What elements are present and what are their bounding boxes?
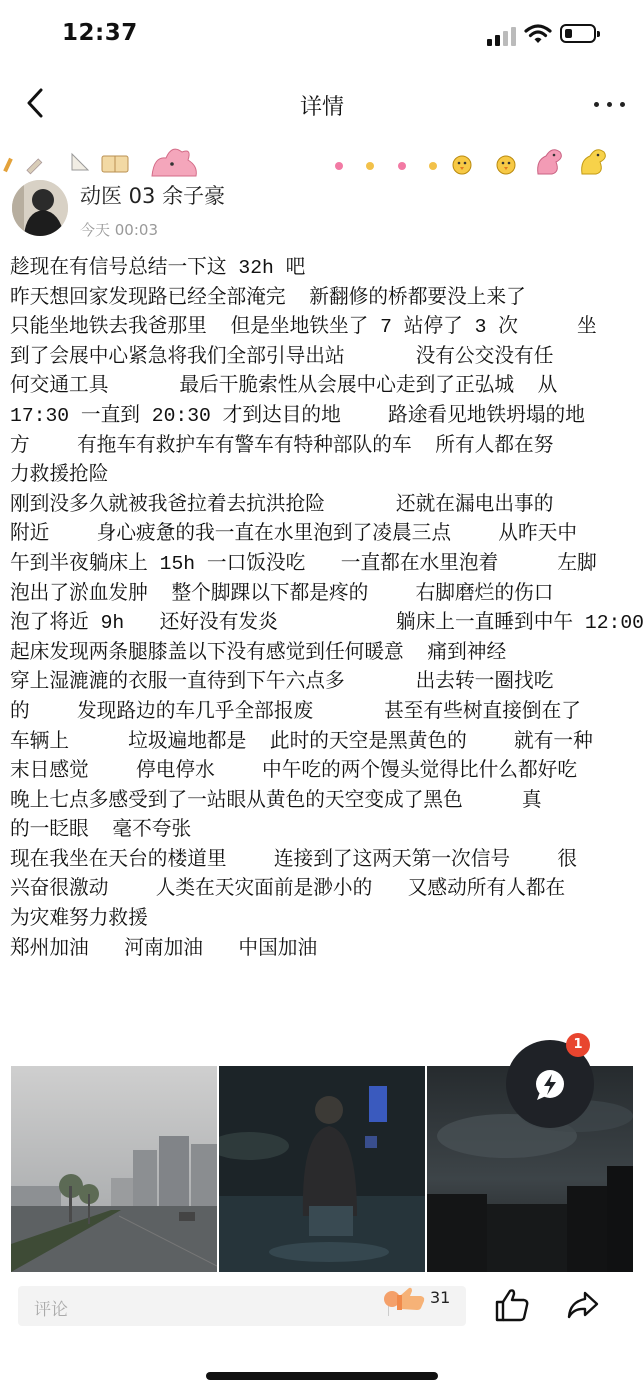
notification-badge: 1 [566,1033,590,1057]
home-indicator[interactable] [206,1372,438,1380]
pink-dinosaur-sticker-icon [538,150,562,174]
status-bar [0,0,644,72]
post-body-text: 趁现在有信号总结一下这 32h 吧 昨天想回家发现路已经全部淹完 新翻修的桥都要没上来了 只能坐地铁去我爸那里 但是坐地铁坐了 7 站停了 3 次 坐 到了会展中心紧急将我们全部引导出站 没有公交没有任 何交通工具 最后干脆索性从会展中心走到了正弘城 从 17:30 一直到 20:30 才到达目的地 路途看见地铁坍塌的地 方 有拖车有救护车有警车有特种部队的车 所有人都在努 力救援抢险 刚到没多久就被我爸拉着去抗洪抢险 还就在漏电出事的 附近 身心疲惫的我一直在水里泡到了凌晨三点 从昨天中 午到半夜躺床上 15h 一口饭没吃 一直都在水里泡着 左脚 泡出了淤血发肿 整个脚踝以下都是疼的 右脚磨烂的伤口 泡了将近 9h 还好没有发炎 躺床上一直睡到中午 12:00 起床发现两条腿膝盖以下没有感觉到任何暖意 痛到神经 穿上湿漉漉的衣服一直待到下午六点多 出去转一圈找吃 的 发现路边的车几乎全部报废 甚至有些树直接倒在了 车辆上 垃圾遍地都是 此时的天空是黑黄色的 就有一种 末日感觉 停电停水 中午吃的两个馒头觉得比什么都好吃 晚上七点多感受到了一站眼从黄色的天空变成了黑色 真 的一眨眼 毫不夸张 现在我坐在天台的楼道里 连接到了这两天第一次信号 很 兴奋很激动 人类在天灾面前是渺小的 又感动所有人都在 为灾难努力救援 郑州加油 河南加油 中国加油 [10,257,644,960]
pink-dot-icon [335,162,343,170]
triangle-ruler-sticker-icon [72,154,88,170]
status-time: 12:37 [62,20,138,46]
wifi-icon [524,23,552,45]
bottom-action-bar [0,1278,644,1392]
yellow-dot-icon [366,162,374,170]
decorative-sticker-strip [0,142,644,180]
like-count: 31 [430,1288,451,1307]
post-timestamp: 今天 00:03 [80,221,158,239]
pencil-sticker-icon [3,158,13,172]
yellow-dinosaur-sticker-icon [582,150,606,174]
book-sticker-icon [102,156,128,172]
thumbs-up-icon[interactable] [494,1288,530,1322]
yellow-dot-icon [429,162,437,170]
pink-monster-sticker-icon [152,149,196,176]
chick-sticker-icon [497,156,515,174]
share-icon[interactable] [566,1290,600,1320]
page-title: 详情 [299,95,344,120]
post-photo[interactable] [11,1066,217,1272]
more-menu-button[interactable] [592,102,628,110]
chick-sticker-icon [453,156,471,174]
author-name[interactable]: 动医 03 余子豪 [80,184,226,208]
comment-placeholder: 评论 [34,1300,68,1320]
ruler-sticker-icon [27,159,42,174]
pink-dot-icon [398,162,406,170]
like-emoji-icon[interactable] [383,1285,427,1311]
cellular-signal-icon [487,26,517,46]
nav-bar [0,72,644,134]
post-photo[interactable] [219,1066,425,1272]
author-avatar[interactable] [12,180,68,236]
battery-icon [560,24,596,43]
